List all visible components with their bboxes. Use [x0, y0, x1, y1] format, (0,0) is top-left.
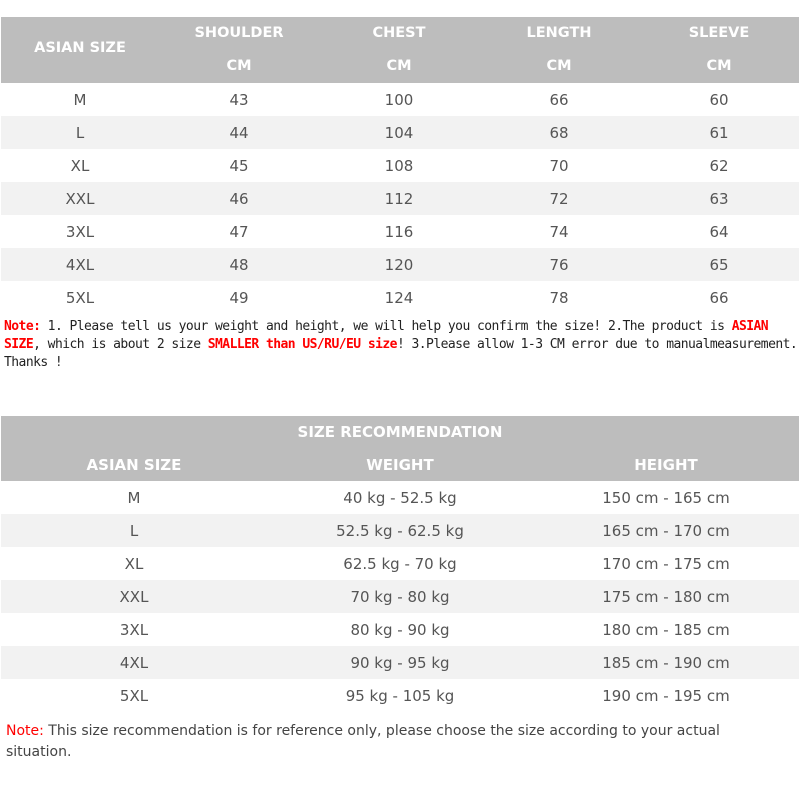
table-row: [1, 514, 799, 547]
cell-height: 165 cm - 170 cm: [602, 521, 730, 540]
recommendation-title: SIZE RECOMMENDATION: [297, 423, 503, 441]
cell-chest: 108: [384, 156, 414, 175]
header-asian-size: ASIAN SIZE: [34, 40, 126, 56]
size-note: [4, 318, 799, 372]
size-recommendation-table: [1, 416, 799, 712]
cell-shoulder: 48: [229, 255, 249, 274]
header-shoulder-unit: CM: [226, 58, 252, 74]
cell-size: M: [73, 90, 87, 109]
cell-length: 70: [549, 156, 569, 175]
cell-length: 78: [549, 288, 569, 307]
header-chest-unit: CM: [386, 58, 412, 74]
cell-height: 175 cm - 180 cm: [602, 587, 730, 606]
size-chart-header: [1, 17, 799, 83]
cell-sleeve: 61: [709, 123, 729, 142]
header-length: LENGTH: [526, 25, 592, 41]
cell-size: 3XL: [119, 620, 149, 639]
cell-size: 5XL: [65, 288, 95, 307]
table-row: [1, 646, 799, 679]
cell-chest: 124: [384, 288, 414, 307]
header-weight: WEIGHT: [366, 456, 434, 474]
table-row: [1, 116, 799, 149]
header-asian-size: ASIAN SIZE: [86, 456, 182, 474]
table-row: [1, 149, 799, 182]
cell-sleeve: 62: [709, 156, 729, 175]
cell-weight: 52.5 kg - 62.5 kg: [336, 521, 464, 540]
cell-length: 68: [549, 123, 569, 142]
cell-size: 4XL: [65, 255, 95, 274]
note-text: This size recommendation is for reference only, please choose the size according to your actual situation.: [6, 723, 720, 760]
note-text-2: , which is about 2 size: [33, 337, 208, 352]
cell-size: 5XL: [119, 686, 149, 705]
cell-size: XXL: [119, 587, 149, 606]
cell-shoulder: 44: [229, 123, 249, 142]
header-shoulder: SHOULDER: [194, 25, 284, 41]
cell-size: 4XL: [119, 653, 149, 672]
cell-weight: 70 kg - 80 kg: [350, 587, 450, 606]
note-smaller: SMALLER than US/RU/EU size: [207, 337, 397, 352]
cell-shoulder: 43: [229, 90, 249, 109]
cell-shoulder: 49: [229, 288, 249, 307]
table-row: [1, 613, 799, 646]
header-height: HEIGHT: [634, 456, 698, 474]
recommendation-note: [6, 721, 786, 763]
table-row: [1, 215, 799, 248]
cell-shoulder: 46: [229, 189, 249, 208]
cell-height: 170 cm - 175 cm: [602, 554, 730, 573]
table-row: [1, 182, 799, 215]
cell-size: M: [127, 488, 141, 507]
cell-sleeve: 63: [709, 189, 729, 208]
cell-sleeve: 64: [709, 222, 729, 241]
cell-chest: 104: [384, 123, 414, 142]
note-asian-size: ASIAN SIZE: [4, 319, 769, 352]
cell-weight: 95 kg - 105 kg: [345, 686, 455, 705]
cell-size: L: [75, 123, 85, 142]
cell-height: 150 cm - 165 cm: [602, 488, 730, 507]
cell-length: 72: [549, 189, 569, 208]
cell-shoulder: 47: [229, 222, 249, 241]
note-label: Note:: [6, 723, 44, 739]
table-row: [1, 83, 799, 116]
cell-chest: 112: [384, 189, 414, 208]
note-text-3: ! 3.Please allow 1-3 CM error due to manualmeasurement. Thanks !: [4, 337, 798, 370]
table-row: [1, 281, 799, 314]
header-sleeve: SLEEVE: [688, 25, 750, 41]
cell-size: XXL: [65, 189, 95, 208]
cell-weight: 62.5 kg - 70 kg: [343, 554, 457, 573]
cell-size: 3XL: [65, 222, 95, 241]
cell-sleeve: 60: [709, 90, 729, 109]
cell-size: XL: [70, 156, 90, 175]
note-text-1: 1. Please tell us your weight and height, we will help you confirm the size! 2.The product is: [40, 319, 732, 334]
cell-length: 66: [549, 90, 569, 109]
cell-chest: 120: [384, 255, 414, 274]
recommendation-header: [1, 416, 799, 481]
cell-weight: 40 kg - 52.5 kg: [343, 488, 457, 507]
cell-height: 180 cm - 185 cm: [602, 620, 730, 639]
header-sleeve-unit: CM: [706, 58, 732, 74]
cell-weight: 90 kg - 95 kg: [350, 653, 450, 672]
cell-chest: 100: [384, 90, 414, 109]
cell-length: 74: [549, 222, 569, 241]
cell-chest: 116: [384, 222, 414, 241]
cell-sleeve: 65: [709, 255, 729, 274]
cell-size: XL: [124, 554, 144, 573]
table-row: [1, 248, 799, 281]
cell-sleeve: 66: [709, 288, 729, 307]
cell-shoulder: 45: [229, 156, 249, 175]
cell-weight: 80 kg - 90 kg: [350, 620, 450, 639]
header-length-unit: CM: [546, 58, 572, 74]
cell-size: L: [129, 521, 139, 540]
note-label: Note:: [4, 319, 41, 334]
table-row: [1, 580, 799, 613]
cell-length: 76: [549, 255, 569, 274]
header-chest: CHEST: [372, 25, 426, 41]
table-row: [1, 481, 799, 514]
table-row: [1, 547, 799, 580]
cell-height: 190 cm - 195 cm: [602, 686, 730, 705]
size-chart-table: [1, 17, 799, 314]
cell-height: 185 cm - 190 cm: [602, 653, 730, 672]
table-row: [1, 679, 799, 712]
